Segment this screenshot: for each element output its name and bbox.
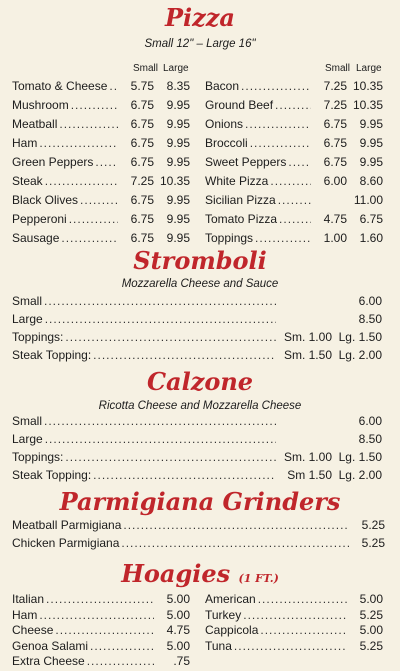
item-price: 7.25	[323, 98, 347, 112]
dot-leader	[275, 96, 311, 114]
item-price: 9.95	[166, 155, 190, 169]
dot-leader	[61, 229, 118, 247]
menu-item-row	[205, 191, 383, 209]
item-name: Bacon	[205, 79, 240, 93]
item-price: 5.25	[361, 536, 385, 550]
item-name: Ham	[12, 136, 38, 150]
dot-leader	[123, 516, 349, 534]
dot-leader	[93, 466, 276, 484]
item-name: Large	[12, 312, 43, 326]
item-price: 8.50	[358, 312, 382, 326]
item-name: Genoa Salami	[12, 638, 89, 653]
dot-leader	[288, 153, 311, 171]
dot-leader	[80, 191, 118, 209]
dot-leader	[109, 77, 118, 95]
menu-item-row	[12, 346, 382, 364]
item-name: Steak Topping:	[12, 348, 92, 362]
item-name: Broccoli	[205, 136, 248, 150]
menu-item-row	[12, 328, 382, 346]
item-price: 5.25	[359, 638, 383, 653]
hoagies-size: (1 FT.)	[238, 572, 279, 585]
item-price: 9.95	[166, 212, 190, 226]
pizza-heading: Pizza	[165, 3, 235, 32]
item-name: Ground Beef	[205, 98, 274, 112]
pizza-right-small-header: Small	[325, 63, 351, 74]
dot-leader	[121, 534, 349, 552]
item-name: Meatball Parmigiana	[12, 518, 122, 532]
menu-item-row	[12, 516, 385, 534]
menu-item-row	[12, 448, 382, 466]
stromboli-description: Mozzarella Cheese and Sauce	[121, 278, 279, 290]
item-price: 9.95	[359, 155, 383, 169]
menu-item-row	[12, 310, 382, 328]
item-price: 7.25	[323, 79, 347, 93]
item-price: Sm. 1.50	[283, 348, 332, 362]
item-price: Sm. 1.00	[283, 450, 332, 464]
item-name: Sicilian Pizza	[205, 193, 276, 207]
stromboli-heading: Stromboli	[133, 246, 267, 275]
item-name: Toppings:	[12, 330, 64, 344]
item-price: 6.75	[130, 231, 154, 245]
item-name: Tomato & Cheese	[12, 79, 108, 93]
menu-item-row	[205, 96, 383, 114]
item-name: Steak	[12, 174, 43, 188]
item-name: Turkey	[205, 607, 242, 622]
item-price: 9.95	[166, 117, 190, 131]
item-price: 8.35	[166, 79, 190, 93]
item-name: Tomato Pizza	[205, 212, 278, 226]
item-name: Mushroom	[12, 98, 69, 112]
dot-leader	[69, 210, 118, 228]
item-name: Toppings:	[12, 450, 64, 464]
menu-item-row	[12, 134, 190, 152]
grinders-heading: Parmigiana Grinders	[59, 487, 341, 516]
dot-leader	[65, 328, 276, 346]
menu-item-row	[12, 292, 382, 310]
item-price: 6.00	[358, 294, 382, 308]
menu-item-row	[205, 210, 383, 228]
item-price: 9.95	[166, 193, 190, 207]
item-price: 9.95	[166, 98, 190, 112]
item-price: 5.00	[166, 638, 190, 653]
item-name: Sweet Peppers	[205, 155, 287, 169]
dot-leader	[44, 412, 276, 430]
item-price: Lg. 1.50	[338, 330, 382, 344]
item-price: 9.95	[359, 117, 383, 131]
item-price: 6.75	[130, 136, 154, 150]
item-price: 6.75	[323, 117, 347, 131]
item-price: 5.25	[359, 607, 383, 622]
item-price: Lg. 2.00	[338, 468, 382, 482]
item-price: 5.75	[130, 79, 154, 93]
menu-item-row	[205, 134, 383, 152]
item-name: Small	[12, 294, 43, 308]
menu-item-row	[12, 96, 190, 114]
pizza-left-large-header: Large	[163, 63, 189, 74]
item-name: Toppings	[205, 231, 254, 245]
menu-item-row	[12, 229, 190, 247]
item-price: 7.25	[130, 174, 154, 188]
item-name: Green Peppers	[12, 155, 94, 169]
item-name: Pepperoni	[12, 212, 67, 226]
item-price: 10.35	[352, 79, 383, 93]
item-name: Cheese	[12, 623, 54, 637]
item-price: Lg. 1.50	[338, 450, 382, 464]
dot-leader	[250, 134, 311, 152]
item-price: 10.35	[352, 98, 383, 112]
calzone-heading: Calzone	[146, 367, 254, 396]
item-price: 6.75	[359, 212, 383, 226]
item-name: Cappicola	[205, 623, 259, 637]
item-price: 9.95	[166, 136, 190, 150]
item-price: Lg. 2.00	[338, 348, 382, 362]
dot-leader	[234, 637, 347, 655]
item-price: 5.00	[166, 592, 190, 606]
item-name: Ham	[12, 607, 38, 622]
item-price: 6.75	[130, 155, 154, 169]
hoagies-title: Hoagies	[121, 559, 231, 588]
item-price: 9.95	[166, 231, 190, 245]
dot-leader	[45, 172, 118, 190]
item-price: 6.00	[323, 174, 347, 188]
dot-leader	[87, 652, 154, 670]
menu-item-row	[12, 466, 382, 484]
menu-item-row	[12, 77, 190, 95]
dot-leader	[270, 172, 311, 190]
dot-leader	[44, 292, 276, 310]
menu-item-row	[12, 430, 382, 448]
item-name: Black Olives	[12, 193, 79, 207]
calzone-description: Ricotta Cheese and Mozzarella Cheese	[98, 400, 302, 412]
item-name: Steak Topping:	[12, 468, 92, 482]
menu-item-row	[12, 153, 190, 171]
item-price: 4.75	[166, 623, 190, 637]
dot-leader	[45, 430, 276, 448]
item-price: 10.35	[159, 174, 190, 188]
item-price: 9.95	[359, 136, 383, 150]
item-price: 5.00	[359, 623, 383, 637]
menu-item-row	[205, 153, 383, 171]
dot-leader	[59, 115, 118, 133]
menu-item-row	[12, 172, 190, 190]
item-price: Sm. 1.00	[283, 330, 332, 344]
item-price: 4.75	[323, 212, 347, 226]
menu-item-row	[12, 652, 190, 670]
menu-item-row	[205, 172, 383, 190]
menu-item-row	[12, 534, 385, 552]
item-name: Chicken Parmigiana	[12, 536, 120, 550]
item-name: Italian	[12, 592, 45, 606]
pizza-left-small-header: Small	[133, 63, 159, 74]
item-price: 6.75	[130, 98, 154, 112]
menu-item-row	[205, 77, 383, 95]
pizza-right-large-header: Large	[356, 63, 382, 74]
item-name: American	[205, 592, 256, 606]
menu-item-row	[12, 210, 190, 228]
item-name: Meatball	[12, 117, 58, 131]
item-name: Extra Cheese	[12, 654, 85, 668]
item-price: 6.75	[130, 193, 154, 207]
item-price: 11.00	[353, 193, 383, 207]
dot-leader	[39, 134, 118, 152]
menu-item-row	[205, 229, 383, 247]
dot-leader	[45, 310, 276, 328]
item-name: Small	[12, 414, 43, 428]
dot-leader	[93, 346, 276, 364]
item-price: .75	[173, 654, 190, 668]
dot-leader	[95, 153, 118, 171]
item-name: Onions	[205, 117, 244, 131]
item-price: Sm 1.50	[287, 468, 332, 482]
item-name: Tuna	[205, 638, 232, 653]
menu-item-row	[12, 115, 190, 133]
item-price: 8.60	[359, 174, 383, 188]
menu-item-row	[12, 191, 190, 209]
menu-item-row	[12, 412, 382, 430]
item-name: Sausage	[12, 231, 60, 245]
dot-leader	[255, 229, 311, 247]
dot-leader	[241, 77, 311, 95]
dot-leader	[71, 96, 118, 114]
item-price: 5.00	[359, 592, 383, 606]
item-price: 6.75	[130, 117, 154, 131]
dot-leader	[279, 210, 311, 228]
item-price: 1.00	[323, 231, 347, 245]
dot-leader	[278, 191, 311, 209]
pizza-size-note: Small 12" – Large 16"	[144, 38, 256, 50]
item-price: 6.75	[130, 212, 154, 226]
item-price: 6.75	[323, 155, 347, 169]
menu-item-row	[205, 115, 383, 133]
dot-leader	[245, 115, 311, 133]
hoagies-heading	[0, 560, 400, 593]
item-price: 6.75	[323, 136, 347, 150]
item-price: 6.00	[358, 414, 382, 428]
item-price: 1.60	[359, 231, 383, 245]
item-name: White Pizza	[205, 174, 269, 188]
item-name: Large	[12, 432, 43, 446]
menu-item-row	[205, 637, 383, 655]
dot-leader	[65, 448, 276, 466]
item-price: 5.25	[361, 518, 385, 532]
item-price: 5.00	[166, 607, 190, 622]
item-price: 8.50	[358, 432, 382, 446]
